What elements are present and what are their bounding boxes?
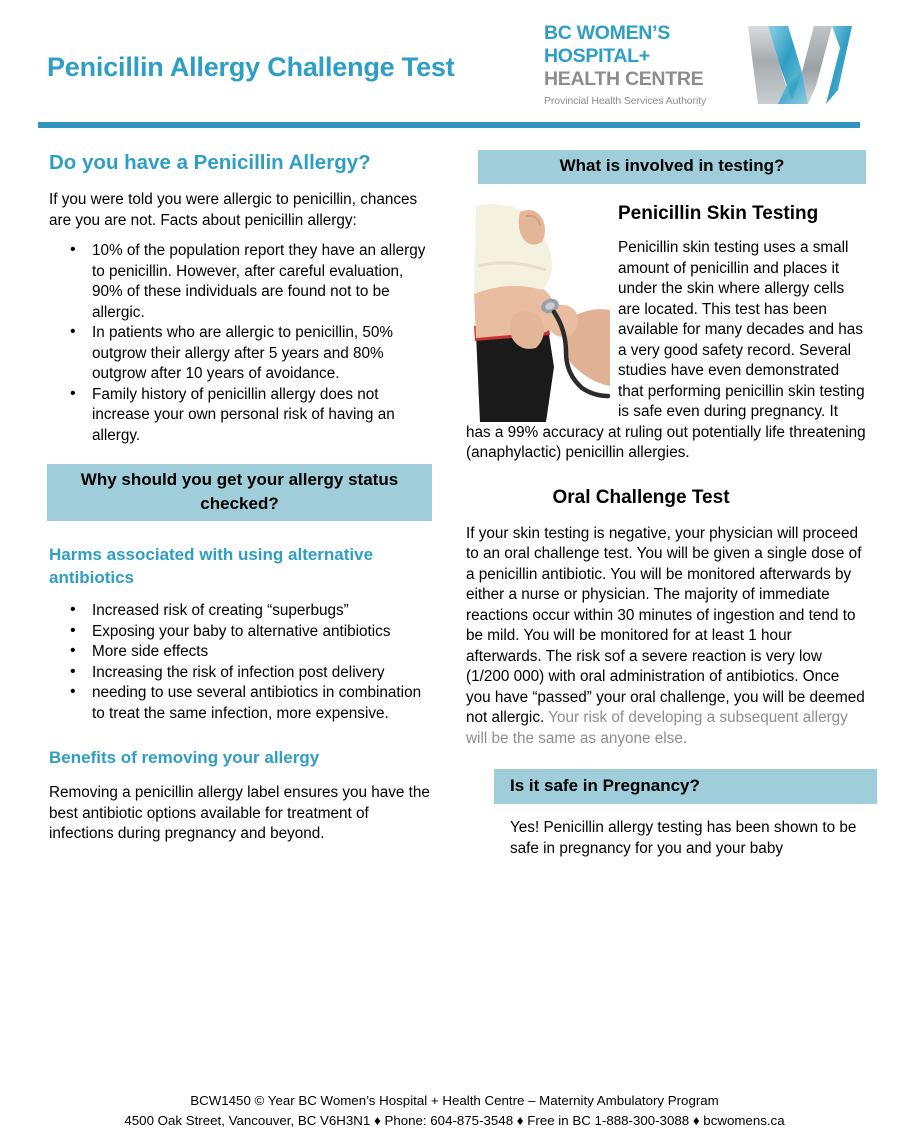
benefits-body: Removing a penicillin allergy label ensures you have the best antibiotic options available for treatment of infections during pregnancy and beyond.: [49, 784, 430, 842]
logo-tagline: Provincial Health Services Authority: [544, 95, 707, 107]
organization-logo: [544, 22, 854, 117]
oral-challenge-body: [466, 524, 866, 750]
logo-line-1: BC WOMEN’S: [544, 22, 670, 44]
penicillin-facts-list: [40, 241, 432, 446]
penicillin-allergy-intro: If you were told you were allergic to penicillin, chances are you are not. Facts about penicillin allergy:: [49, 191, 418, 229]
logo-line-3: HEALTH CENTRE: [544, 68, 704, 90]
pregnant-woman-stethoscope-photo: [470, 202, 610, 422]
document-header: [0, 0, 909, 118]
w-logo-mark-icon: [746, 24, 854, 106]
list-item: • 10% of the population report they have an allergy to penicillin. However, after careful evaluation, 90% of these individuals are found not to be allergic.: [92, 241, 432, 323]
header-divider: [38, 122, 860, 128]
footer-line-2: 4500 Oak Street, Vancouver, BC V6H3N1 ♦ Phone: 604-875-3548 ♦ Free in BC 1-888-300-3088 ♦ bcwomens.ca: [124, 1113, 785, 1128]
oral-challenge-body-black: If your skin testing is negative, your physician will proceed to an oral challenge test. You will be given a single dose of a penicillin antibiotic. You will be monitored afterwards by either a nurse or physician. The majority of immediate reactions occur within 30 minutes of ingestion and tend to be mild. You will be monitored for at least 1 hour afterwards. The risk sof a severe reaction is very low (1/200 000) with oral administration of antibiotics. Once you have “passed” your oral challenge, you will be deemed not allergic.: [466, 524, 865, 726]
benefits-heading: Benefits of removing your allergy: [49, 748, 320, 767]
list-item: • needing to use several antibiotics in combination to treat the same infection, more expensive.: [92, 683, 432, 724]
list-item: • In patients who are allergic to penicillin, 50% outgrow their allergy after 5 years and 80% outgrow after 10 years of avoidance.: [92, 323, 432, 385]
list-item: • Increasing the risk of infection post delivery: [92, 663, 432, 684]
harms-heading: Harms associated with using alternative antibiotics: [49, 545, 374, 587]
skin-testing-section: [466, 202, 866, 464]
page-title: Penicillin Allergy Challenge Test: [47, 52, 455, 82]
pregnancy-body: Yes! Penicillin allergy testing has been shown to be safe in pregnancy for you and your baby: [510, 819, 857, 857]
logo-line-2: HOSPITAL+: [544, 45, 650, 67]
list-item: • More side effects: [92, 642, 432, 663]
banner-allergy-status: Why should you get your allergy status checked?: [47, 464, 432, 521]
right-column: [466, 150, 866, 859]
banner-is-it-safe-in-pregnancy: Is it safe in Pregnancy?: [494, 769, 877, 804]
skin-testing-body: Penicillin skin testing uses a small amount of penicillin and places it under the skin where allergy cells are located. This test has been available for many decades and has a very good safety record. Several studies have even demonstrated that performing penicillin skin testing is safe even during pregnancy. It has a 99% accuracy at ruling out potentially life threatening (anaphylactic) penicillin allergies.: [466, 239, 866, 461]
list-item: • Increased risk of creating “superbugs”: [92, 601, 432, 622]
left-column: [40, 150, 432, 855]
document-footer: [0, 1091, 909, 1131]
penicillin-allergy-heading: Do you have a Penicillin Allergy?: [49, 151, 371, 174]
list-item: • Exposing your baby to alternative antibiotics: [92, 622, 432, 643]
list-item: • Family history of penicillin allergy does not increase your own personal risk of having an allergy.: [92, 385, 432, 447]
harms-list: [40, 601, 432, 724]
oral-challenge-heading: Oral Challenge Test: [552, 486, 730, 508]
oral-challenge-body-gray: Your risk of developing a subsequent allergy will be the same as anyone else.: [466, 709, 848, 747]
logo-wordmark: [544, 22, 744, 107]
skin-testing-heading: Penicillin Skin Testing: [618, 203, 819, 224]
banner-what-is-involved: What is involved in testing?: [478, 150, 866, 184]
footer-line-1: BCW1450 © Year BC Women’s Hospital + Health Centre – Maternity Ambulatory Program: [190, 1093, 719, 1108]
